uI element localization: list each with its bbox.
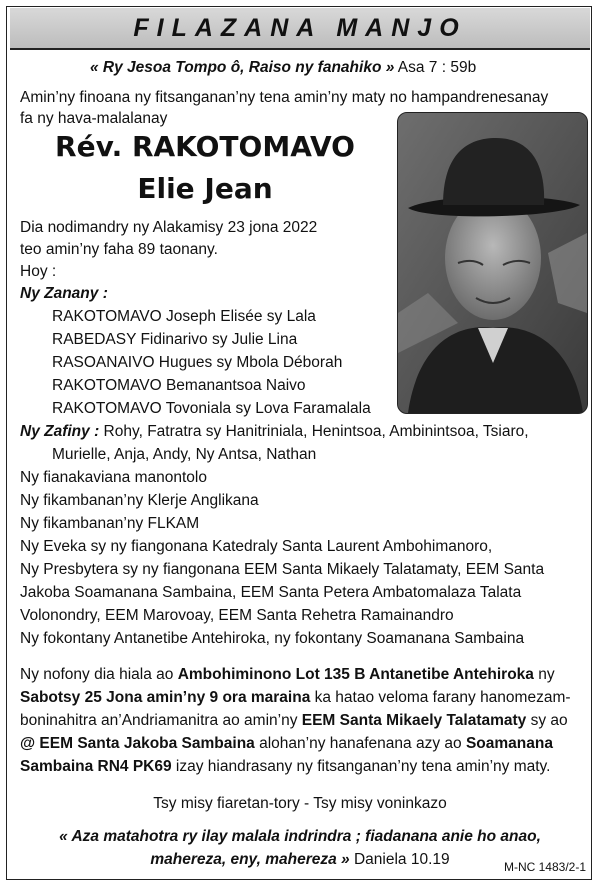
opening-verse: « Ry Jesoa Tompo ô, Raiso ny fanahiko » Asa 7 : 59b [90,59,477,76]
funeral-line-5: Sambaina RN4 PK69 izay hiandrasany ny fitsanganan’ny tena amin’ny maty. [20,758,551,775]
grandchildren-line-2: Murielle, Anja, Andy, Ny Antsa, Nathan [52,446,317,463]
banner-title: FILAZANA MANJO [10,8,590,50]
mourner-line: Ny fianakaviana manontolo [20,469,207,486]
death-line-3: Hoy : [20,263,57,280]
mourner-line: Ny fokontany Antanetibe Antehiroka, ny fokontany Soamanana Sambaina [20,630,525,647]
mourner-line: Ny fikambanan’ny FLKAM [20,515,200,532]
mourner-line: Jakoba Soamanana Sambaina, EEM Santa Petera Ambatomalaza Talata [20,584,522,601]
child-item: RABEDASY Fidinarivo sy Julie Lina [52,331,298,348]
deceased-name-line-1: Rév. RAKOTOMAVO [55,130,355,163]
grandchildren-line-1: Ny Zafiny : Rohy, Fatratra sy Hanitriniala, Henintsoa, Ambinintsoa, Tsiaro, [20,423,529,440]
death-line-2: teo amin’ny faha 89 taonany. [20,241,218,258]
death-line-1: Dia nodimandry ny Alakamisy 23 jona 2022 [20,219,318,236]
funeral-line-2: Sabotsy 25 Jona amin’ny 9 ora maraina ka hatao veloma farany hanomezam- [20,689,571,706]
mourner-line: Ny fikambanan’ny Klerje Anglikana [20,492,259,509]
mourner-line: Volonondry, EEM Marovoay, EEM Santa Rehetra Ramainandro [20,607,454,624]
ad-reference-code: M-NC 1483/2-1 [503,860,586,874]
mourner-line: Ny Presbytera sy ny fiangonana EEM Santa Mikaely Talatamaty, EEM Santa [20,561,545,578]
funeral-line-3: boninahitra an’Andriamanitra ao amin’ny EEM Santa Mikaely Talatamaty sy ao [20,712,568,729]
funeral-line-4: @ EEM Santa Jakoba Sambaina alohan’ny hanafenana azy ao Soamanana [20,735,553,752]
closing-verse-line-1: « Aza matahotra ry ilay malala indrindra ; fiadanana anie ho anao, [59,828,541,845]
closing-verse-line-2: mahereza, eny, mahereza » Daniela 10.19 [150,851,450,868]
child-item: RASOANAIVO Hugues sy Mbola Déborah [52,354,343,371]
portrait-illustration [398,113,587,413]
child-item: RAKOTOMAVO Joseph Elisée sy Lala [52,308,316,325]
children-label: Ny Zanany : [20,285,108,302]
deceased-name-line-2: Elie Jean [137,172,273,205]
mourner-line: Ny Eveka sy ny fiangonana Katedraly Santa Laurent Ambohimanoro, [20,538,493,555]
intro-line-2: fa ny hava-malalanay [20,110,168,127]
portrait-photo [397,112,588,414]
child-item: RAKOTOMAVO Tovoniala sy Lova Faramalala [52,400,371,417]
intro-line-1: Amin’ny finoana ny fitsanganan’ny tena amin’ny maty no hampandrenesanay [20,89,549,106]
notice-no-wake: Tsy misy fiaretan-tory - Tsy misy voninkazo [153,795,447,812]
funeral-line-1: Ny nofony dia hiala ao Ambohiminono Lot 135 B Antanetibe Antehiroka ny [20,666,555,683]
child-item: RAKOTOMAVO Bemanantsoa Naivo [52,377,306,394]
